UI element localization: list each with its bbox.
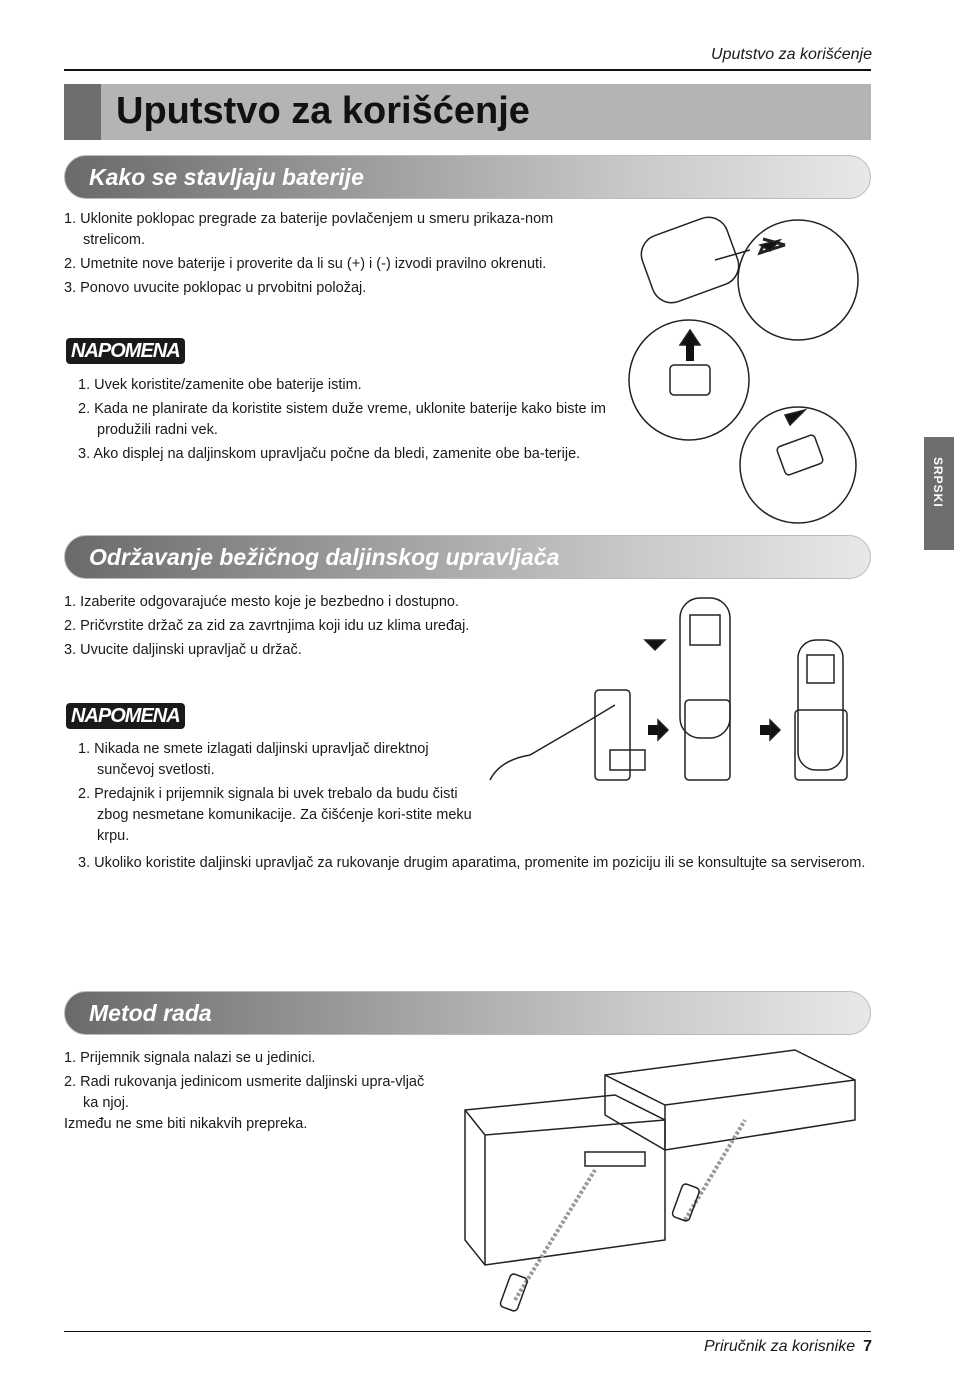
battery-steps <box>64 209 609 302</box>
section-heading-batteries <box>64 155 871 199</box>
footer <box>704 1338 872 1356</box>
step: 2. Umetnite nove baterije i proverite da li su (+) i (-) izvodi pravilno okrenuti. <box>64 256 547 272</box>
note: 2. Kada ne planirate da koristite sistem duže vreme, uklonite baterije kako biste im produžili radni vek. <box>78 401 606 438</box>
note: 1. Uvek koristite/zamenite obe baterije istim. <box>78 377 362 393</box>
header-rule <box>64 69 871 71</box>
section-heading-operation <box>64 991 871 1035</box>
section-heading-text: Metod rada <box>89 1000 212 1026</box>
battery-illustration <box>620 215 870 525</box>
step: 2. Pričvrstite držač za zid za zavrtnjima koji idu uz klima uređaj. <box>64 618 470 634</box>
step: 1. Izaberite odgovarajuće mesto koje je bezbedno i dostupno. <box>64 594 459 610</box>
section-heading-text: Održavanje bežičnog daljinskog upravljača <box>89 544 560 570</box>
page-title: Uputstvo za korišćenje <box>116 90 530 132</box>
step: 1. Uklonite poklopac pregrade za baterije povlačenjem u smeru prikaza-nom strelicom. <box>64 211 554 248</box>
note-badge: NAPOMENA <box>66 703 185 729</box>
page-number: 7 <box>863 1338 872 1355</box>
section-heading-text: Kako se stavljaju baterije <box>89 164 364 190</box>
language-tab <box>924 437 954 550</box>
step: 1. Prijemnik signala nalazi se u jedinici. <box>64 1050 316 1066</box>
section-heading-maintenance <box>64 535 871 579</box>
footer-label: Priručnik za korisnike <box>703 1338 856 1355</box>
note: 2. Predajnik i prijemnik signala bi uvek trebalo da budu čisti zbog nesmetane komunikacije. Za čišćenje kori-stite meku krpu. <box>78 786 472 844</box>
step: Između ne sme biti nikakvih prepreka. <box>64 1116 308 1132</box>
remote-holder-illustration <box>480 590 860 805</box>
step: 2. Radi rukovanja jedinicom usmerite daljinski upra-vljač ka njoj. <box>64 1074 425 1111</box>
footer-rule <box>64 1331 871 1332</box>
page-title-bar <box>64 84 871 140</box>
language-tab-label: SRPSKI <box>931 457 945 508</box>
note: 3. Ukoliko koristite daljinski upravljač za rukovanje drugim aparatima, promenite im poziciju ili se konsultujte sa serviserom. <box>78 855 866 871</box>
operation-steps <box>64 1048 439 1138</box>
note: 1. Nikada ne smete izlagati daljinski upravljač direktnoj sunčevoj svetlosti. <box>78 741 429 778</box>
ac-unit-illustration <box>455 1040 865 1315</box>
title-stripe <box>64 84 101 140</box>
note: 3. Ako displej na daljinskom upravljaču počne da bledi, zamenite obe ba-terije. <box>78 446 581 462</box>
battery-notes <box>78 375 608 468</box>
note-badge: NAPOMENA <box>66 338 185 364</box>
running-header: Uputstvo za korišćenje <box>711 46 872 63</box>
holder-notes <box>78 739 478 850</box>
holder-notes-cont <box>78 853 878 877</box>
step: 3. Uvucite daljinski upravljač u držač. <box>64 642 302 658</box>
step: 3. Ponovo uvucite poklopac u prvobitni položaj. <box>64 280 367 296</box>
